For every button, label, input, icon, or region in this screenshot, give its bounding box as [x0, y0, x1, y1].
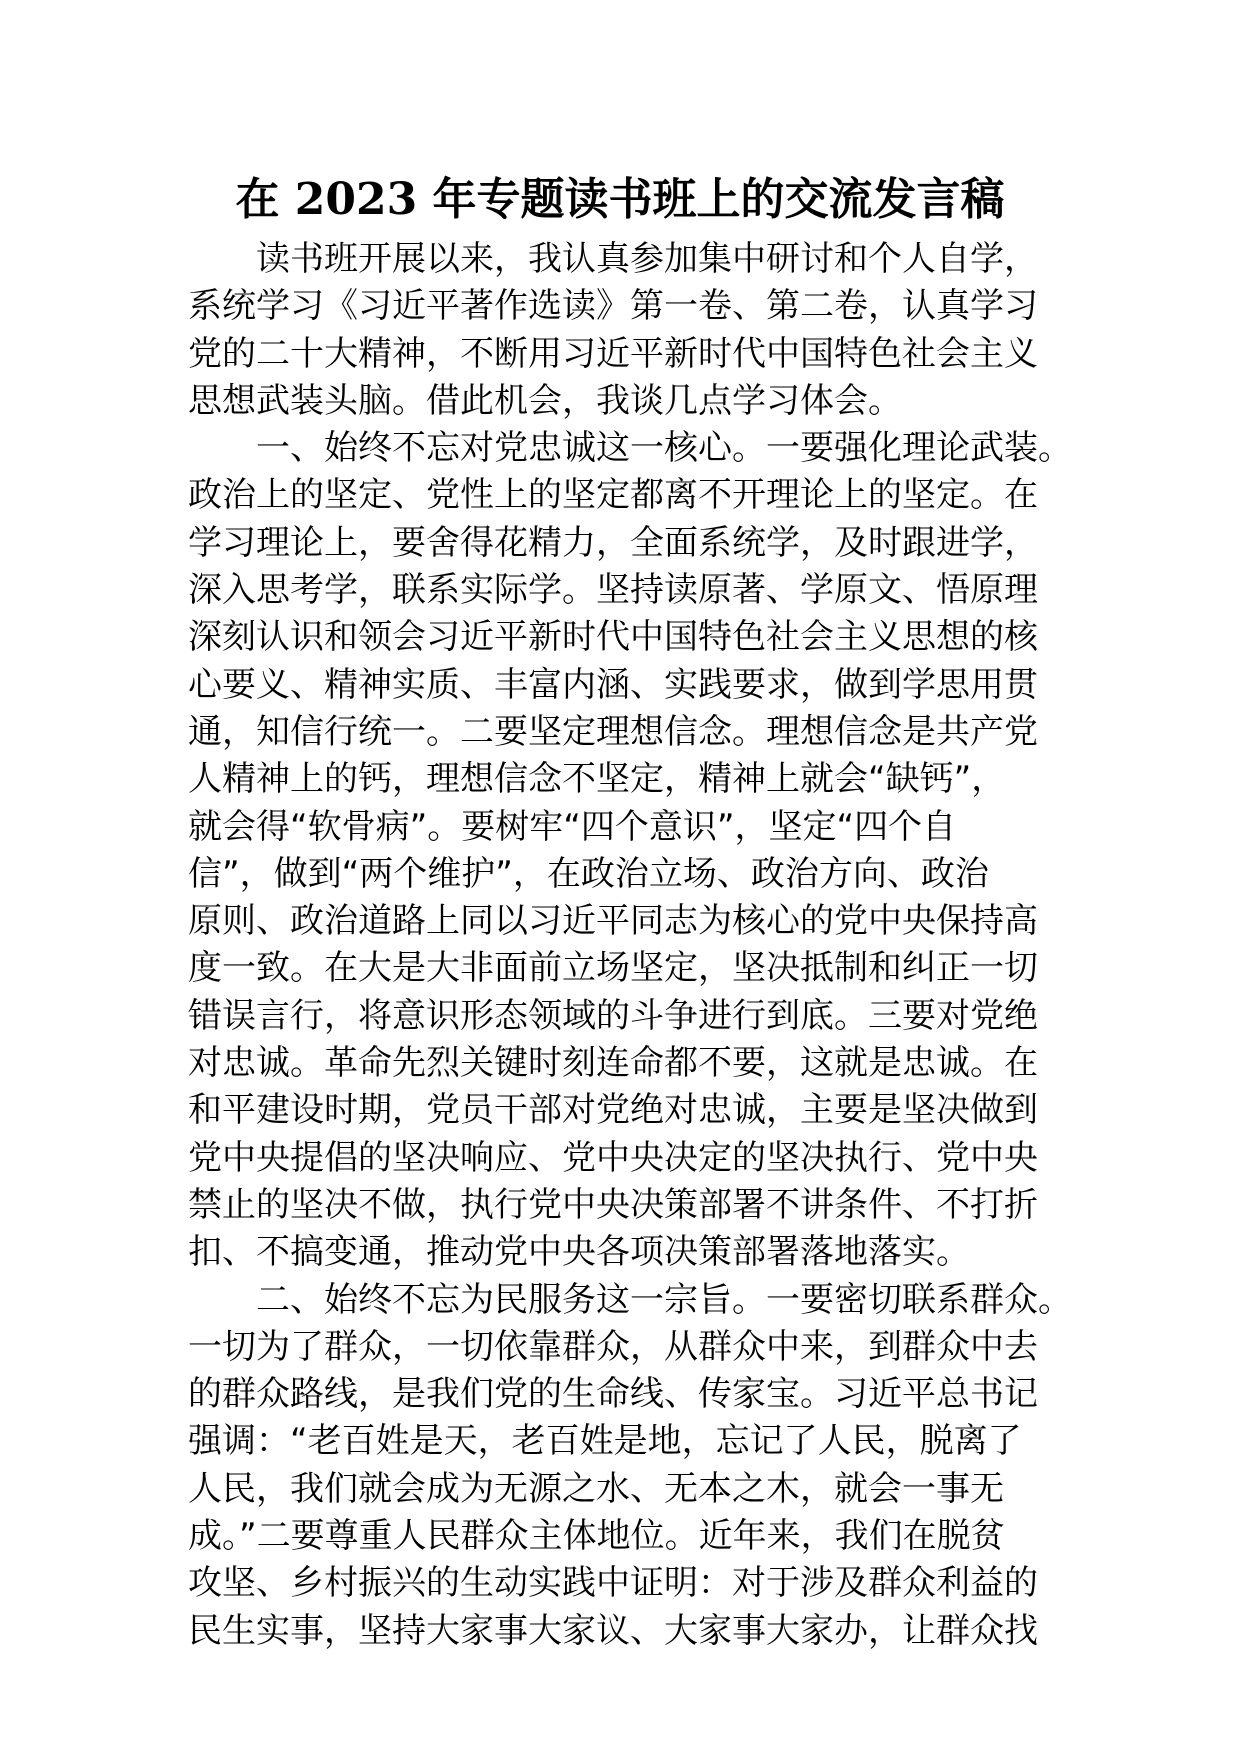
body-line: 二、始终不忘为民服务这一宗旨。一要密切联系群众。 [256, 1279, 1072, 1320]
body-line: 一、始终不忘对党忠诚这一核心。一要强化理论武装。 [256, 428, 1072, 469]
document-title: 在 2023 年专题读书班上的交流发言稿 [235, 174, 1005, 225]
body-line: 党中央提倡的坚决响应、党中央决定的坚决执行、党中央 [188, 1137, 1038, 1178]
body-line: 错误言行，将意识形态领域的斗争进行到底。三要对党绝 [188, 995, 1038, 1036]
body-line: 度一致。在大是大非面前立场坚定，坚决抵制和纠正一切 [188, 948, 1038, 989]
body-line: 心要义、精神实质、丰富内涵、实践要求，做到学思用贯 [188, 664, 1038, 705]
body-line: 政治上的坚定、党性上的坚定都离不开理论上的坚定。在 [188, 475, 1038, 516]
body-line: 一切为了群众，一切依靠群众，从群众中来，到群众中去 [188, 1326, 1038, 1367]
body-line: 成。”二要尊重人民群众主体地位。近年来，我们在脱贫 [188, 1516, 1005, 1557]
body-line: 民生实事，坚持大家事大家议、大家事大家办，让群众找 [188, 1610, 1038, 1651]
body-line: 人民，我们就会成为无源之水、无本之木，就会一事无 [188, 1468, 1004, 1509]
body-line: 强调：“老百姓是天，老百姓是地，忘记了人民，脱离了 [188, 1421, 1022, 1462]
body-line: 扣、不搞变通，推动党中央各项决策部署落地落实。 [188, 1232, 970, 1273]
body-line: 信”，做到“两个维护”，在政治立场、政治方向、政治 [188, 853, 989, 894]
body-line: 读书班开展以来，我认真参加集中研讨和个人自学， [256, 239, 1038, 279]
body-line: 通，知信行统一。二要坚定理想信念。理想信念是共产党 [188, 711, 1038, 752]
document-body [188, 236, 1072, 1655]
body-line: 学习理论上，要舍得花精力，全面系统学，及时跟进学， [188, 522, 1038, 563]
body-line: 思想武装头脑。借此机会，我谈几点学习体会。 [188, 380, 902, 421]
body-line: 原则、政治道路上同以习近平同志为核心的党中央保持高 [188, 901, 1038, 942]
body-line: 党的二十大精神，不断用习近平新时代中国特色社会主义 [188, 333, 1038, 374]
body-line: 和平建设时期，党员干部对党绝对忠诚，主要是坚决做到 [188, 1090, 1038, 1131]
body-line: 对忠诚。革命先烈关键时刻连命都不要，这就是忠诚。在 [188, 1043, 1038, 1084]
body-line: 的群众路线，是我们党的生命线、传家宝。习近平总书记 [188, 1374, 1038, 1415]
body-line: 就会得“软骨病”。要树牢“四个意识”，坚定“四个自 [188, 806, 957, 847]
body-line: 深入思考学，联系实际学。坚持读原著、学原文、悟原理 [188, 570, 1038, 611]
body-line: 攻坚、乡村振兴的生动实践中证明：对于涉及群众利益的 [188, 1563, 1038, 1604]
body-line: 人精神上的钙，理想信念不坚定，精神上就会“缺钙”， [188, 759, 1006, 800]
body-line: 系统学习《习近平著作选读》第一卷、第二卷，认真学习 [188, 286, 1038, 327]
body-line: 禁止的坚决不做，执行党中央决策部署不讲条件、不打折 [188, 1184, 1038, 1225]
body-line: 深刻认识和领会习近平新时代中国特色社会主义思想的核 [188, 617, 1038, 658]
